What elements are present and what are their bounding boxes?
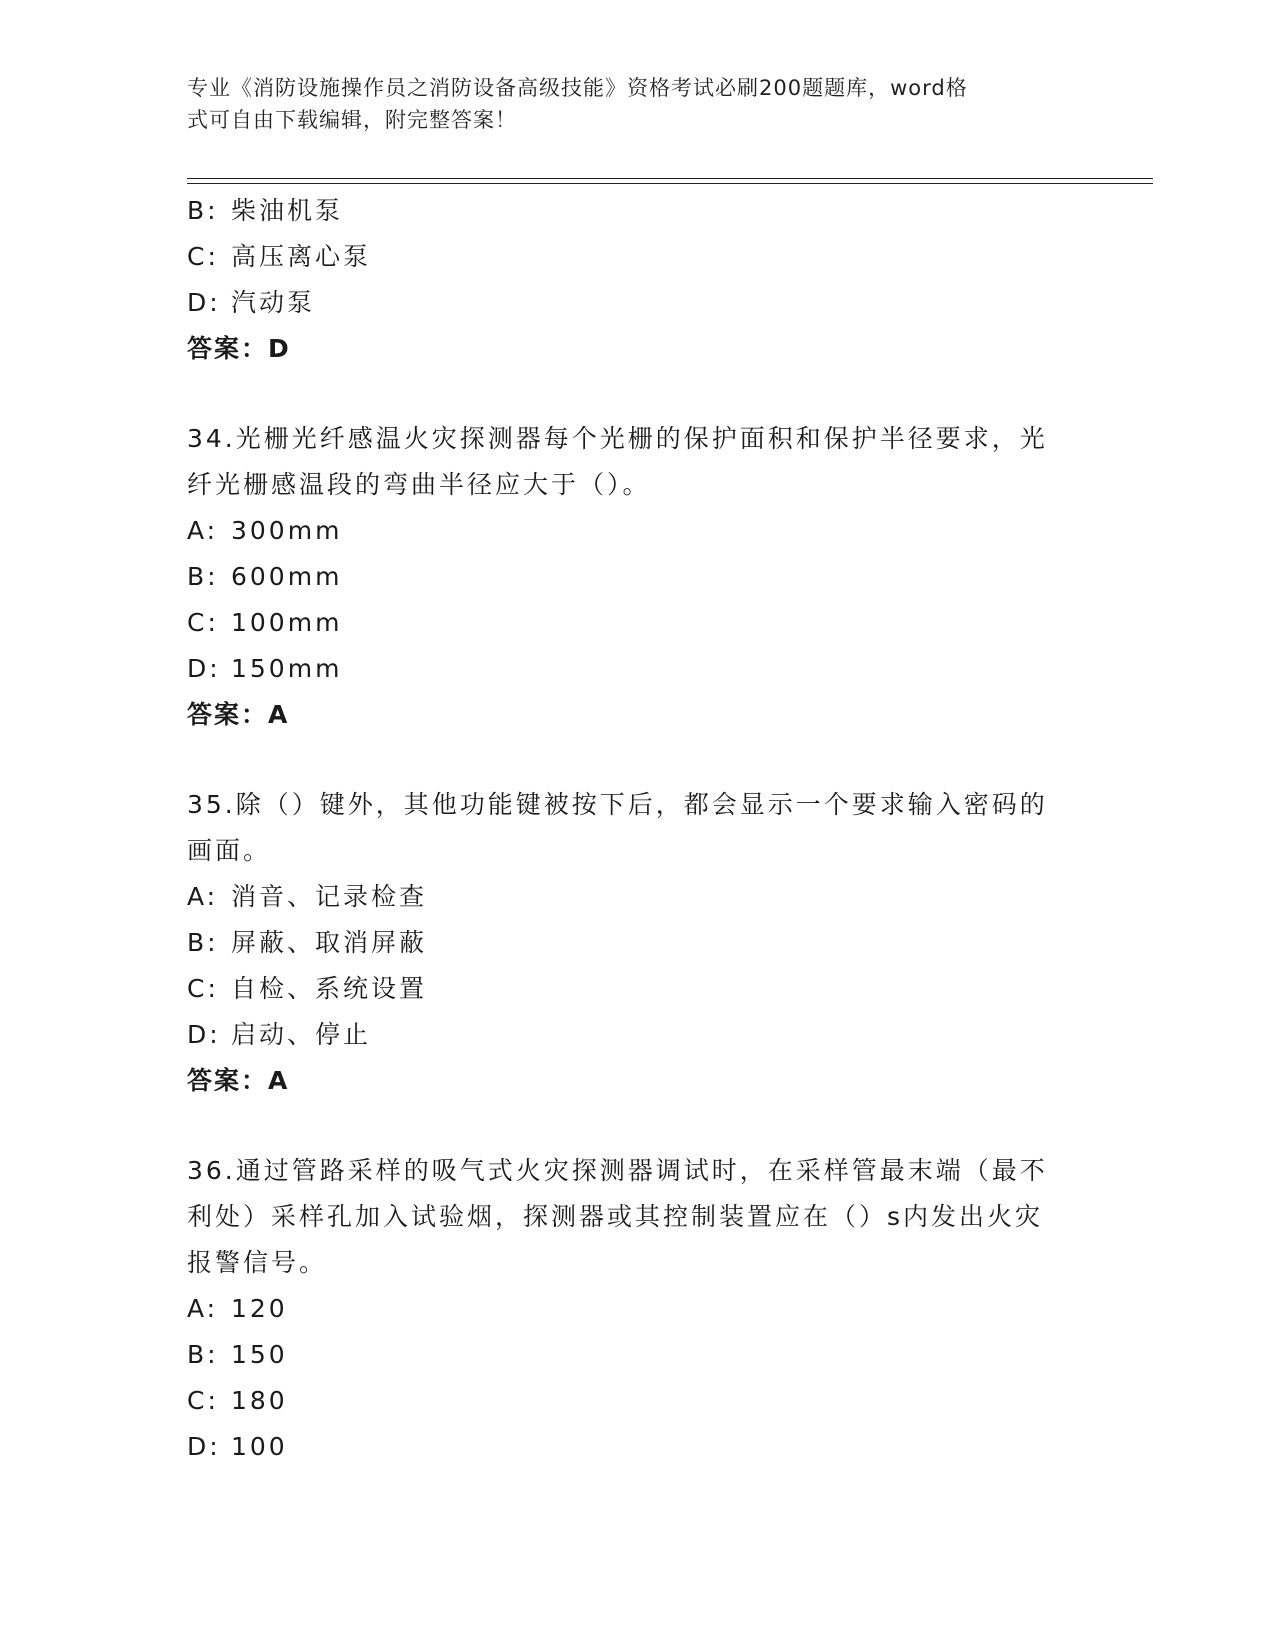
option-label: D: <box>187 288 221 317</box>
option-text: 消音、记录检查 <box>231 882 428 911</box>
option-b <box>187 554 1087 600</box>
option-text: 300mm <box>231 516 343 545</box>
question-line-1: 36.通过管路采样的吸气式火灾探测器调试时，在采样管最末端（最不 <box>187 1156 1048 1185</box>
question-line-2: 利处）采样孔加入试验烟，探测器或其控制装置应在（）s内发出火灾 <box>187 1202 1044 1231</box>
question-text <box>187 1148 1087 1286</box>
header-line-2: 式可自由下载编辑，附完整答案！ <box>187 108 517 132</box>
prev-question-block <box>187 188 1087 372</box>
option-b <box>187 920 1087 966</box>
question-text <box>187 782 1087 874</box>
document-header <box>187 72 1067 136</box>
option-c <box>187 966 1087 1012</box>
question-text <box>187 416 1087 508</box>
option-label: C: <box>187 1386 219 1415</box>
option-label: A: <box>187 516 219 545</box>
question-36-block <box>187 1148 1087 1470</box>
header-line-1: 专业《消防设施操作员之消防设备高级技能》资格考试必刷200题题库，word格 <box>187 76 968 100</box>
option-c <box>187 234 1087 280</box>
question-line-2: 纤光栅感温段的弯曲半径应大于（）。 <box>187 470 651 499</box>
option-text: 柴油机泵 <box>231 196 344 225</box>
question-line-2: 画面。 <box>187 836 272 865</box>
question-content <box>187 188 1087 1470</box>
option-c <box>187 600 1087 646</box>
option-text: 高压离心泵 <box>231 242 372 271</box>
option-text: 120 <box>231 1294 288 1323</box>
option-text: 100 <box>231 1432 288 1461</box>
option-label: D: <box>187 1432 221 1461</box>
option-c <box>187 1378 1087 1424</box>
option-d <box>187 646 1087 692</box>
option-label: B: <box>187 928 219 957</box>
option-text: 100mm <box>231 608 343 637</box>
option-label: A: <box>187 1294 219 1323</box>
option-d <box>187 1012 1087 1058</box>
question-34-block <box>187 416 1087 738</box>
option-text: 汽动泵 <box>231 288 316 317</box>
option-d <box>187 280 1087 326</box>
option-label: C: <box>187 608 219 637</box>
question-35-block <box>187 782 1087 1104</box>
option-d <box>187 1424 1087 1470</box>
option-label: B: <box>187 562 219 591</box>
option-a <box>187 1286 1087 1332</box>
option-text: 180 <box>231 1386 288 1415</box>
option-label: A: <box>187 882 219 911</box>
option-label: B: <box>187 196 219 225</box>
option-label: B: <box>187 1340 219 1369</box>
option-label: D: <box>187 654 221 683</box>
option-b <box>187 188 1087 234</box>
option-text: 150mm <box>231 654 343 683</box>
header-divider-top <box>187 178 1153 179</box>
option-text: 600mm <box>231 562 343 591</box>
question-line-1: 35.除（）键外，其他功能键被按下后，都会显示一个要求输入密码的 <box>187 790 1048 819</box>
option-label: D: <box>187 1020 221 1049</box>
option-a <box>187 508 1087 554</box>
option-text: 自检、系统设置 <box>231 974 428 1003</box>
answer-line: 答案：A <box>187 1066 290 1095</box>
answer-line: 答案：A <box>187 700 290 729</box>
option-text: 150 <box>231 1340 288 1369</box>
option-text: 启动、停止 <box>231 1020 372 1049</box>
question-line-3: 报警信号。 <box>187 1248 328 1277</box>
option-label: C: <box>187 242 219 271</box>
header-divider-bottom <box>187 183 1153 184</box>
option-a <box>187 874 1087 920</box>
option-b <box>187 1332 1087 1378</box>
question-line-1: 34.光栅光纤感温火灾探测器每个光栅的保护面积和保护半径要求，光 <box>187 424 1048 453</box>
option-text: 屏蔽、取消屏蔽 <box>231 928 428 957</box>
option-label: C: <box>187 974 219 1003</box>
answer-line: 答案：D <box>187 334 291 363</box>
